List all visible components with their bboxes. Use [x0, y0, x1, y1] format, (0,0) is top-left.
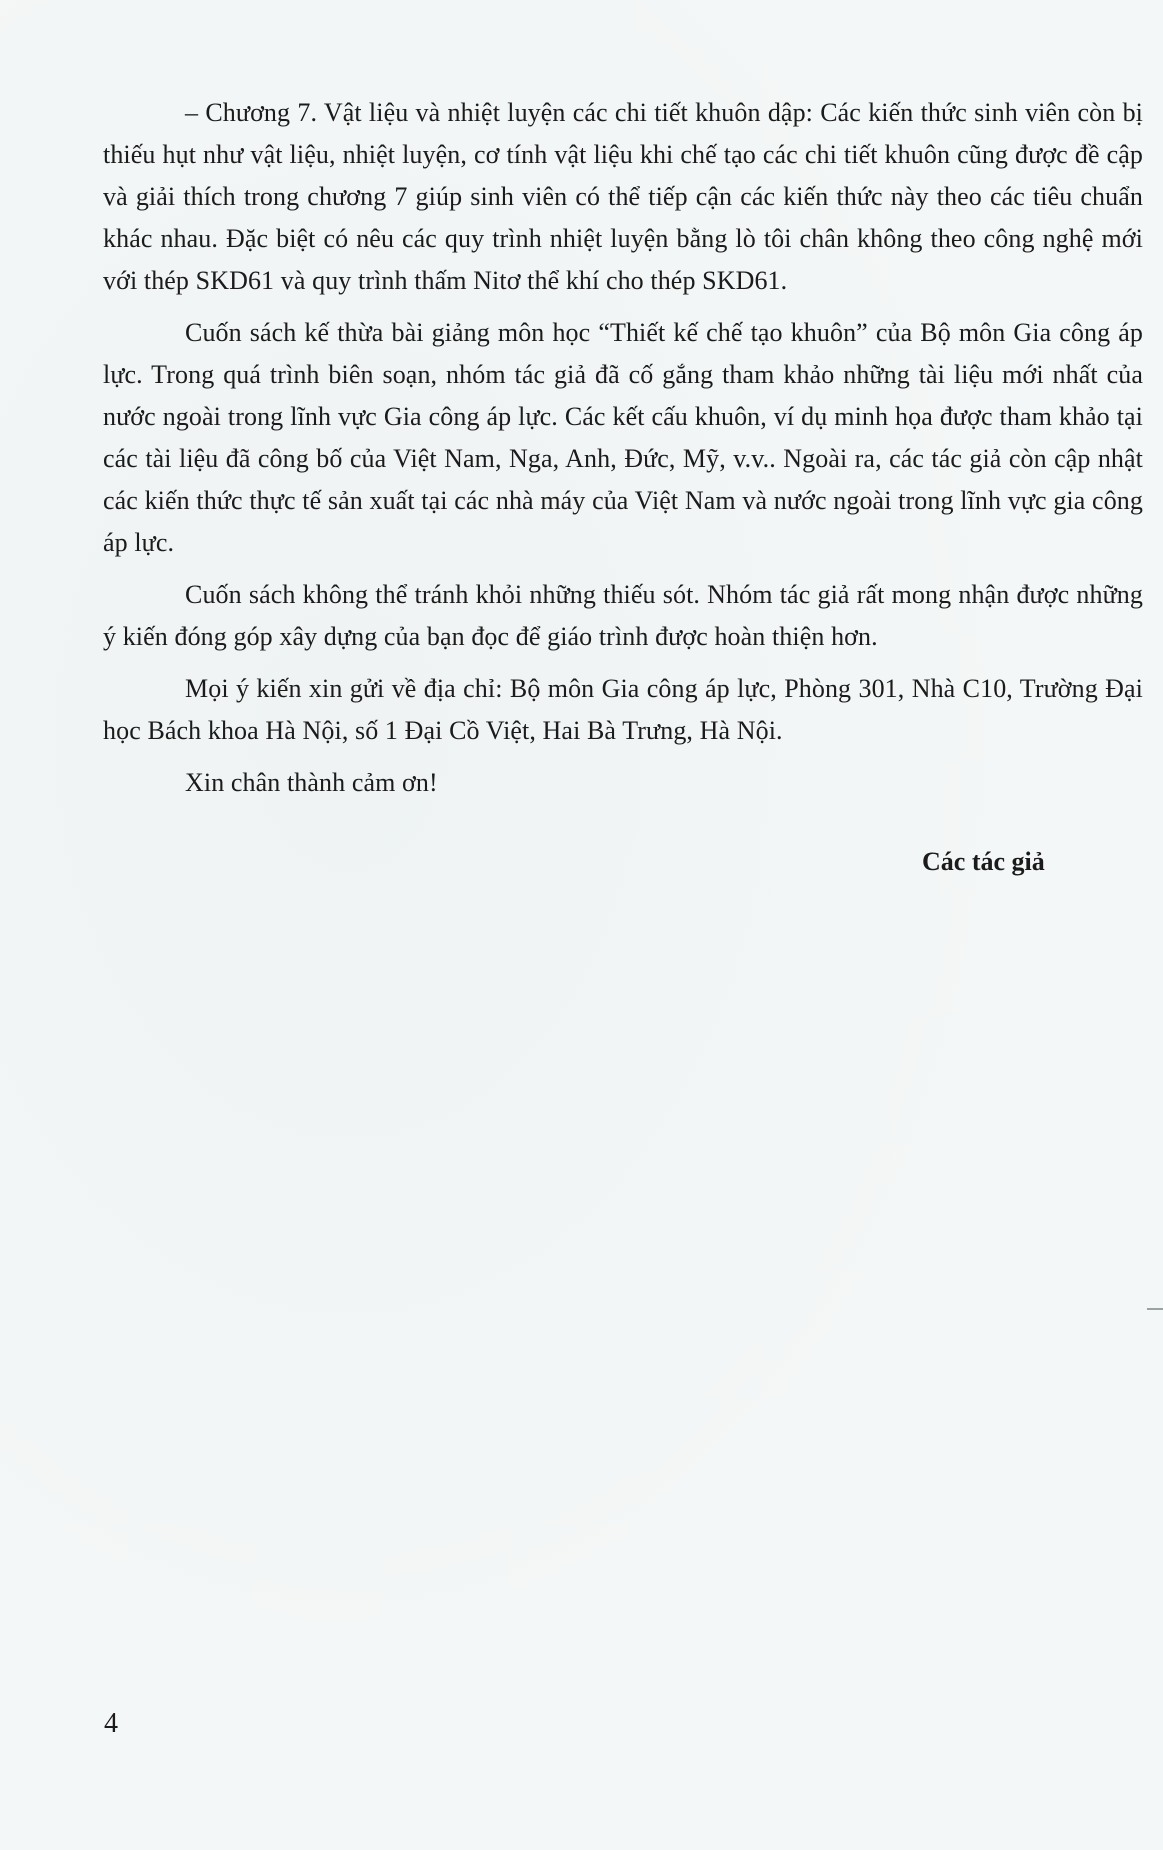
paragraph-chapter-7: – Chương 7. Vật liệu và nhiệt luyện các chi tiết khuôn dập: Các kiến thức sinh viên còn bị thiếu hụt như vật liệu, nhiệt luyện, cơ tính vật liệu khi chế tạo các chi tiết khuôn cũng được đề cập và giải thích trong chương 7 giúp sinh viên có thể tiếp cận các kiến thức này theo các tiêu chuẩn khác nhau. Đặc biệt có nêu các quy trình nhiệt luyện bằng lò tôi chân không theo công nghệ mới với thép SKD61 và quy trình thấm Nitơ thể khí cho thép SKD61. [103, 98, 1143, 295]
paragraph-thanks: Xin chân thành cảm ơn! [185, 768, 438, 797]
paragraph-book-origin: Cuốn sách kế thừa bài giảng môn học “Thiết kế chế tạo khuôn” của Bộ môn Gia công áp lực. Trong quá trình biên soạn, nhóm tác giả đã cố gắng tham khảo những tài liệu mới nhất của nước ngoài trong lĩnh vực Gia công áp lực. Các kết cấu khuôn, ví dụ minh họa được tham khảo tại các tài liệu đã công bố của Việt Nam, Nga, Anh, Đức, Mỹ, v.v.. Ngoài ra, các tác giả còn cập nhật các kiến thức thực tế sản xuất tại các nhà máy của Việt Nam và nước ngoài trong lĩnh vực gia công áp lực. [103, 318, 1143, 557]
authors-signature: Các tác giả [922, 847, 1045, 876]
page-number: 4 [104, 1708, 118, 1739]
body-text [103, 92, 1143, 814]
paragraph-contact-address: Mọi ý kiến xin gửi về địa chỉ: Bộ môn Gia công áp lực, Phòng 301, Nhà C10, Trường Đại học Bách khoa Hà Nội, số 1 Đại Cồ Việt, Hai Bà Trưng, Hà Nội. [103, 674, 1143, 745]
page-edge-mark [1147, 1308, 1163, 1310]
paragraph-shortcomings: Cuốn sách không thể tránh khỏi những thiếu sót. Nhóm tác giả rất mong nhận được những ý kiến đóng góp xây dựng của bạn đọc để giáo trình được hoàn thiện hơn. [103, 580, 1143, 651]
